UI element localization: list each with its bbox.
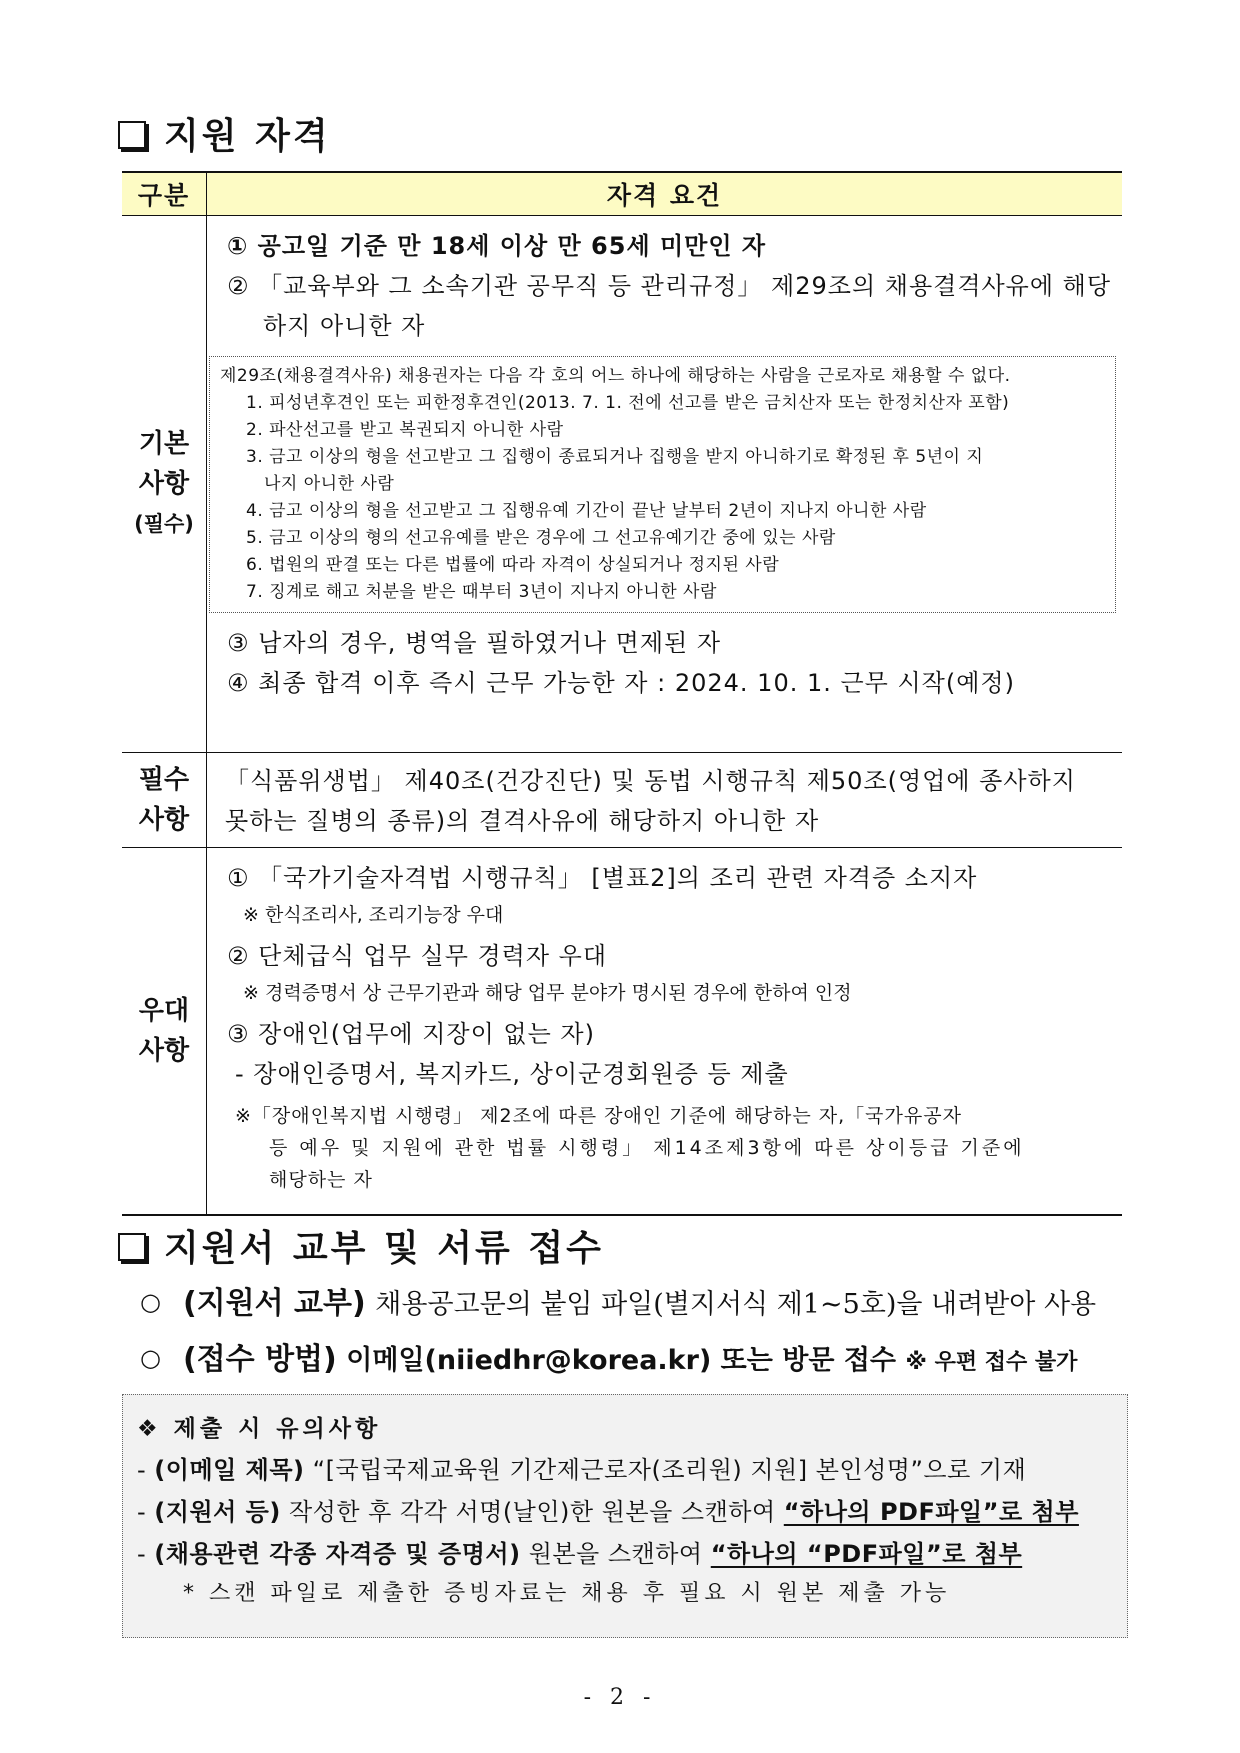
header-requirements: 자격 요건 xyxy=(207,172,1123,216)
submission-method-line: ○ (접수 방법) 이메일(niiedhr@korea.kr) 또는 방문 접수 ※ 우편 접수 불가 xyxy=(140,1342,1078,1377)
preferred-item-1: ① 「국가기술자격법 시행규칙」 [별표2]의 조리 관련 자격증 소지자 xyxy=(227,864,978,892)
law-heading: 제29조(채용결격사유) 채용권자는 다음 각 호의 어느 하나에 해당하는 사람을 근로자로 채용할 수 없다. xyxy=(220,366,1011,386)
basic-item-3: ③ 남자의 경우, 병역을 필하였거나 면제된 자 xyxy=(227,629,722,657)
law-article-box xyxy=(209,356,1116,613)
notice-title: ❖ 제출 시 유의사항 xyxy=(137,1416,382,1442)
table-header-row xyxy=(122,172,1122,216)
section-title-application: 지원서 교부 및 서류 접수 xyxy=(118,1220,604,1271)
law-item: 4. 금고 이상의 형을 선고받고 그 집행유예 기간이 끝난 날부터 2년이 지나지 아니한 사람 xyxy=(246,501,927,521)
law-item: 6. 법원의 판결 또는 다른 법률에 따라 자격이 상실되거나 정지된 사람 xyxy=(246,555,780,575)
basic-item-1: ① 공고일 기준 만 18세 이상 만 65세 미만인 자 xyxy=(227,232,767,260)
checkbox-square-icon xyxy=(118,121,146,149)
required-text-2: 못하는 질병의 종류)의 결격사유에 해당하지 아니한 자 xyxy=(225,807,820,835)
law-item: 3. 금고 이상의 형을 선고받고 그 집행이 종료되거나 집행을 받지 아니하기로 확정된 후 5년이 지 xyxy=(246,447,984,467)
circle-bullet-icon: ○ xyxy=(140,1288,161,1316)
circle-bullet-icon: ○ xyxy=(140,1344,161,1372)
preferred-item-3: ③ 장애인(업무에 지장이 없는 자) xyxy=(227,1020,595,1048)
preferred-item-2: ② 단체급식 업무 실무 경력자 우대 xyxy=(227,942,608,970)
notice-sub-note: * 스캔 파일로 제출한 증빙자료는 채용 후 필요 시 원본 제출 가능 xyxy=(183,1581,951,1606)
requirements-required xyxy=(207,753,1123,848)
section-title-qualification: 지원 자격 xyxy=(118,108,331,159)
preferred-item-1-note: ※ 한식조리사, 조리기능장 우대 xyxy=(243,904,504,926)
category-basic: 기본 사항 (필수) xyxy=(122,216,207,753)
page-number: - 2 - xyxy=(583,1685,657,1710)
notice-line-certificates: - (채용관련 각종 자격증 및 증명서) 원본을 스캔하여 “하나의 “PDF파일”로 첨부 xyxy=(137,1540,1023,1568)
submission-notice-box xyxy=(122,1394,1128,1638)
requirements-basic xyxy=(207,216,1123,753)
category-preferred: 우대 사항 xyxy=(122,848,207,1216)
notice-line-email-subject: - (이메일 제목) “[국립국제교육원 기간제근로자(조리원) 지원] 본인성명”으로 기재 xyxy=(137,1456,1027,1484)
preferred-item-3-note: ※「장애인복지법 시행령」 제2조에 따른 장애인 기준에 해당하는 자,「국가유공자 등 예우 및 지원에 관한 법률 시행령」 제14조제3항에 따른 상이등급 기준에 해당하는 자 xyxy=(235,1105,1025,1191)
basic-item-2: ② 「교육부와 그 소속기관 공무직 등 관리규정」 제29조의 채용결격사유에 해당 xyxy=(227,272,1112,300)
table-row-preferred xyxy=(122,848,1122,1216)
law-item: 2. 파산선고를 받고 복권되지 아니한 사람 xyxy=(246,420,564,440)
category-required: 필수 사항 xyxy=(122,753,207,848)
basic-item-2-cont: 하지 아니한 자 xyxy=(263,312,426,340)
law-item-cont: 나지 아니한 사람 xyxy=(264,474,395,494)
law-item: 7. 징계로 해고 처분을 받은 때부터 3년이 지나지 아니한 사람 xyxy=(246,582,717,602)
preferred-item-3-sub: - 장애인증명서, 복지카드, 상이군경회원증 등 제출 xyxy=(235,1060,789,1088)
requirements-preferred xyxy=(207,848,1123,1216)
qualification-table xyxy=(122,171,1122,1216)
law-item: 5. 금고 이상의 형의 선고유예를 받은 경우에 그 선고유예기간 중에 있는 사람 xyxy=(246,528,836,548)
notice-line-application: - (지원서 등) 작성한 후 각각 서명(날인)한 원본을 스캔하여 “하나의 PDF파일”로 첨부 xyxy=(137,1498,1079,1526)
basic-item-4: ④ 최종 합격 이후 즉시 근무 가능한 자 : 2024. 10. 1. 근무 시작(예정) xyxy=(227,669,1015,697)
required-text-1: 「식품위생법」 제40조(건강진단) 및 동법 시행규칙 제50조(영업에 종사하지 xyxy=(225,767,1076,795)
preferred-item-2-note: ※ 경력증명서 상 근무기관과 해당 업무 분야가 명시된 경우에 한하여 인정 xyxy=(243,982,852,1004)
application-form-line: ○ (지원서 교부) 채용공고문의 붙임 파일(별지서식 제1~5호)을 내려받아 사용 xyxy=(140,1286,1097,1321)
law-item: 1. 피성년후견인 또는 피한정후견인(2013. 7. 1. 전에 선고를 받은 금치산자 또는 한정치산자 포함) xyxy=(246,393,1010,413)
table-row-basic xyxy=(122,216,1122,753)
header-category: 구분 xyxy=(122,172,207,216)
checkbox-square-icon xyxy=(118,1233,146,1261)
table-row-required xyxy=(122,753,1122,848)
